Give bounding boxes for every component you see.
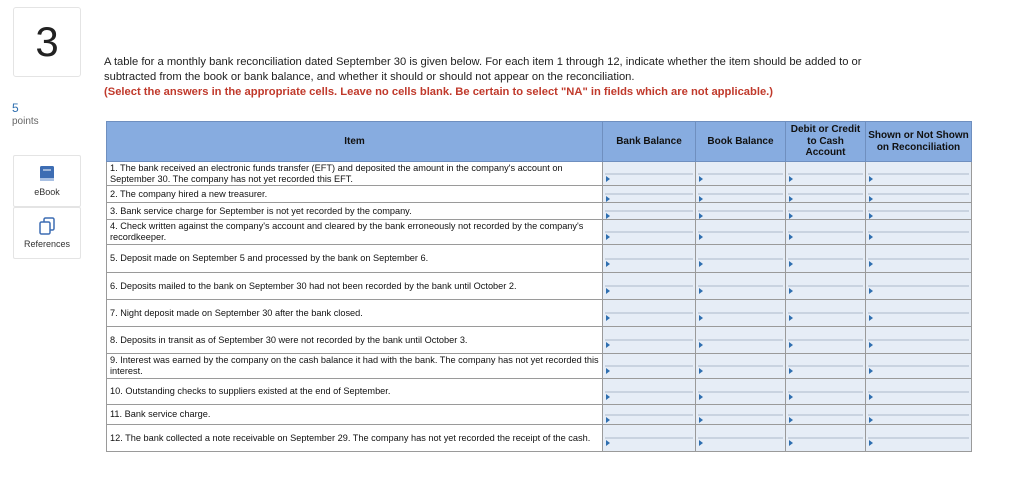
table-row — [107, 379, 972, 405]
bank-balance-select[interactable] — [605, 193, 693, 195]
dropdown-arrow-icon — [606, 342, 610, 348]
header-item: Item — [107, 122, 603, 162]
debit-credit-select[interactable] — [788, 285, 863, 287]
bank-balance-select[interactable] — [605, 312, 693, 314]
dropdown-arrow-icon — [789, 394, 793, 400]
debit-credit-select-cell — [786, 203, 866, 220]
debit-credit-select-cell — [786, 245, 866, 273]
debit-credit-select[interactable] — [788, 312, 863, 314]
table-row — [107, 245, 972, 273]
bank-balance-select-cell — [603, 300, 696, 327]
bank-balance-select-cell — [603, 203, 696, 220]
book-balance-select[interactable] — [698, 231, 783, 233]
question-number: 3 — [13, 7, 81, 77]
instruction-text: (Select the answers in the appropriate cells. Leave no cells blank. Be certain to select "NA" in fields which are not applicable.) — [104, 86, 774, 98]
shown-select[interactable] — [868, 414, 969, 416]
debit-credit-select[interactable] — [788, 193, 863, 195]
shown-select[interactable] — [868, 285, 969, 287]
shown-select-cell — [866, 327, 972, 354]
bank-balance-select-cell — [603, 425, 696, 452]
bank-balance-select-cell — [603, 405, 696, 425]
dropdown-arrow-icon — [869, 288, 873, 294]
shown-select-cell — [866, 405, 972, 425]
bank-balance-select[interactable] — [605, 231, 693, 233]
prompt-text: A table for a monthly bank reconciliation dated September 30 is given below. For each item 1 through 12, indicate whether the item should be added to or subtracted from the book or bank balance, and whether it should or should not appear on the reconciliation. — [104, 56, 862, 83]
table-row — [107, 186, 972, 203]
debit-credit-select-cell — [786, 379, 866, 405]
question-prompt — [104, 55, 884, 100]
debit-credit-select[interactable] — [788, 231, 863, 233]
book-balance-select-cell — [696, 405, 786, 425]
references-icon — [39, 217, 55, 235]
shown-select[interactable] — [868, 339, 969, 341]
debit-credit-select[interactable] — [788, 437, 863, 439]
table-row — [107, 220, 972, 245]
shown-select[interactable] — [868, 258, 969, 260]
debit-credit-select[interactable] — [788, 391, 863, 393]
dropdown-arrow-icon — [699, 417, 703, 423]
dropdown-arrow-icon — [606, 261, 610, 267]
dropdown-arrow-icon — [789, 342, 793, 348]
dropdown-arrow-icon — [869, 196, 873, 202]
bank-balance-select-cell — [603, 162, 696, 186]
debit-credit-select-cell — [786, 300, 866, 327]
shown-select-cell — [866, 379, 972, 405]
bank-balance-select-cell — [603, 186, 696, 203]
debit-credit-select-cell — [786, 186, 866, 203]
book-balance-select[interactable] — [698, 312, 783, 314]
book-balance-select-cell — [696, 273, 786, 300]
dropdown-arrow-icon — [789, 261, 793, 267]
dropdown-arrow-icon — [869, 213, 873, 219]
dropdown-arrow-icon — [789, 213, 793, 219]
book-balance-select[interactable] — [698, 391, 783, 393]
bank-balance-select-cell — [603, 273, 696, 300]
bank-balance-select-cell — [603, 379, 696, 405]
dropdown-arrow-icon — [789, 440, 793, 446]
item-description: 4. Check written against the company's account and cleared by the bank erroneously not recorded by the company's recordkeeper. — [107, 220, 603, 245]
dropdown-arrow-icon — [699, 368, 703, 374]
dropdown-arrow-icon — [699, 213, 703, 219]
dropdown-arrow-icon — [699, 234, 703, 240]
header-book-balance: Book Balance — [696, 122, 786, 162]
bank-balance-select[interactable] — [605, 391, 693, 393]
dropdown-arrow-icon — [699, 176, 703, 182]
book-balance-select-cell — [696, 245, 786, 273]
debit-credit-select[interactable] — [788, 414, 863, 416]
debit-credit-select-cell — [786, 405, 866, 425]
dropdown-arrow-icon — [606, 368, 610, 374]
bank-balance-select[interactable] — [605, 210, 693, 212]
bank-balance-select[interactable] — [605, 285, 693, 287]
debit-credit-select-cell — [786, 354, 866, 379]
dropdown-arrow-icon — [869, 368, 873, 374]
table-row — [107, 327, 972, 354]
item-description: 7. Night deposit made on September 30 after the bank closed. — [107, 300, 603, 327]
item-description: 9. Interest was earned by the company on the cash balance it had with the bank. The company has not yet recorded this interest. — [107, 354, 603, 379]
table-row — [107, 203, 972, 220]
book-balance-select-cell — [696, 220, 786, 245]
book-balance-select[interactable] — [698, 365, 783, 367]
dropdown-arrow-icon — [789, 417, 793, 423]
item-description: 3. Bank service charge for September is not yet recorded by the company. — [107, 203, 603, 220]
dropdown-arrow-icon — [699, 342, 703, 348]
item-description: 12. The bank collected a note receivable on September 29. The company has not yet recorded the receipt of the cash. — [107, 425, 603, 452]
bank-balance-select[interactable] — [605, 365, 693, 367]
bank-balance-select[interactable] — [605, 414, 693, 416]
item-description: 5. Deposit made on September 5 and processed by the bank on September 6. — [107, 245, 603, 273]
debit-credit-select-cell — [786, 273, 866, 300]
debit-credit-select[interactable] — [788, 339, 863, 341]
shown-select-cell — [866, 220, 972, 245]
book-balance-select-cell — [696, 162, 786, 186]
dropdown-arrow-icon — [699, 288, 703, 294]
points-label: points — [12, 116, 39, 127]
shown-select-cell — [866, 300, 972, 327]
book-balance-select-cell — [696, 203, 786, 220]
table-row — [107, 273, 972, 300]
bank-balance-select[interactable] — [605, 173, 693, 175]
book-balance-select[interactable] — [698, 414, 783, 416]
shown-select-cell — [866, 162, 972, 186]
shown-select[interactable] — [868, 231, 969, 233]
table-row — [107, 162, 972, 186]
bank-balance-select-cell — [603, 327, 696, 354]
book-balance-select-cell — [696, 327, 786, 354]
dropdown-arrow-icon — [606, 394, 610, 400]
debit-credit-select[interactable] — [788, 173, 863, 175]
shown-select-cell — [866, 354, 972, 379]
table-row — [107, 425, 972, 452]
table-row — [107, 405, 972, 425]
debit-credit-select-cell — [786, 220, 866, 245]
shown-select[interactable] — [868, 437, 969, 439]
table-row — [107, 300, 972, 327]
dropdown-arrow-icon — [606, 196, 610, 202]
dropdown-arrow-icon — [606, 213, 610, 219]
book-balance-select[interactable] — [698, 285, 783, 287]
references-label: References — [23, 239, 71, 249]
dropdown-arrow-icon — [789, 288, 793, 294]
shown-select[interactable] — [868, 210, 969, 212]
book-balance-select[interactable] — [698, 437, 783, 439]
book-balance-select[interactable] — [698, 210, 783, 212]
dropdown-arrow-icon — [869, 315, 873, 321]
ebook-button[interactable] — [13, 155, 81, 207]
bank-balance-select[interactable] — [605, 339, 693, 341]
debit-credit-select[interactable] — [788, 365, 863, 367]
dropdown-arrow-icon — [789, 176, 793, 182]
header-bank-balance: Bank Balance — [603, 122, 696, 162]
table-row — [107, 354, 972, 379]
dropdown-arrow-icon — [699, 261, 703, 267]
dropdown-arrow-icon — [606, 315, 610, 321]
item-description: 2. The company hired a new treasurer. — [107, 186, 603, 203]
dropdown-arrow-icon — [789, 315, 793, 321]
bank-balance-select[interactable] — [605, 437, 693, 439]
shown-select-cell — [866, 203, 972, 220]
dropdown-arrow-icon — [699, 196, 703, 202]
shown-select-cell — [866, 186, 972, 203]
shown-select[interactable] — [868, 312, 969, 314]
shown-select-cell — [866, 273, 972, 300]
book-balance-select-cell — [696, 425, 786, 452]
shown-select[interactable] — [868, 173, 969, 175]
dropdown-arrow-icon — [606, 234, 610, 240]
header-debit-credit: Debit or Credit to Cash Account — [786, 122, 866, 162]
dropdown-arrow-icon — [789, 196, 793, 202]
bank-balance-select[interactable] — [605, 258, 693, 260]
book-balance-select-cell — [696, 186, 786, 203]
shown-select[interactable] — [868, 365, 969, 367]
dropdown-arrow-icon — [869, 176, 873, 182]
dropdown-arrow-icon — [699, 315, 703, 321]
item-description: 1. The bank received an electronic funds transfer (EFT) and deposited the amount in the company's account on September 30. The company has not yet recorded this EFT. — [107, 162, 603, 186]
dropdown-arrow-icon — [606, 176, 610, 182]
dropdown-arrow-icon — [789, 234, 793, 240]
shown-select[interactable] — [868, 193, 969, 195]
bank-balance-select-cell — [603, 245, 696, 273]
ebook-icon — [39, 165, 55, 183]
shown-select[interactable] — [868, 391, 969, 393]
book-balance-select-cell — [696, 379, 786, 405]
header-shown: Shown or Not Shown on Reconciliation — [866, 122, 972, 162]
header-row — [107, 122, 972, 162]
book-balance-select[interactable] — [698, 258, 783, 260]
references-button[interactable] — [13, 207, 81, 259]
dropdown-arrow-icon — [606, 288, 610, 294]
book-balance-select-cell — [696, 354, 786, 379]
bank-balance-select-cell — [603, 220, 696, 245]
shown-select-cell — [866, 245, 972, 273]
dropdown-arrow-icon — [789, 368, 793, 374]
dropdown-arrow-icon — [869, 440, 873, 446]
ebook-label: eBook — [34, 187, 60, 197]
book-balance-select[interactable] — [698, 173, 783, 175]
bank-balance-select-cell — [603, 354, 696, 379]
debit-credit-select[interactable] — [788, 210, 863, 212]
points-value: 5 — [12, 101, 19, 115]
dropdown-arrow-icon — [869, 261, 873, 267]
dropdown-arrow-icon — [869, 417, 873, 423]
debit-credit-select-cell — [786, 162, 866, 186]
debit-credit-select-cell — [786, 327, 866, 354]
shown-select-cell — [866, 425, 972, 452]
item-description: 6. Deposits mailed to the bank on September 30 had not been recorded by the bank until October 2. — [107, 273, 603, 300]
book-balance-select-cell — [696, 300, 786, 327]
item-description: 11. Bank service charge. — [107, 405, 603, 425]
book-balance-select[interactable] — [698, 193, 783, 195]
item-description: 10. Outstanding checks to suppliers existed at the end of September. — [107, 379, 603, 405]
debit-credit-select-cell — [786, 425, 866, 452]
dropdown-arrow-icon — [606, 417, 610, 423]
dropdown-arrow-icon — [869, 394, 873, 400]
item-description: 8. Deposits in transit as of September 30 were not recorded by the bank until October 3. — [107, 327, 603, 354]
reconciliation-table — [106, 121, 972, 452]
dropdown-arrow-icon — [699, 394, 703, 400]
dropdown-arrow-icon — [869, 342, 873, 348]
book-balance-select[interactable] — [698, 339, 783, 341]
debit-credit-select[interactable] — [788, 258, 863, 260]
dropdown-arrow-icon — [869, 234, 873, 240]
dropdown-arrow-icon — [606, 440, 610, 446]
dropdown-arrow-icon — [699, 440, 703, 446]
